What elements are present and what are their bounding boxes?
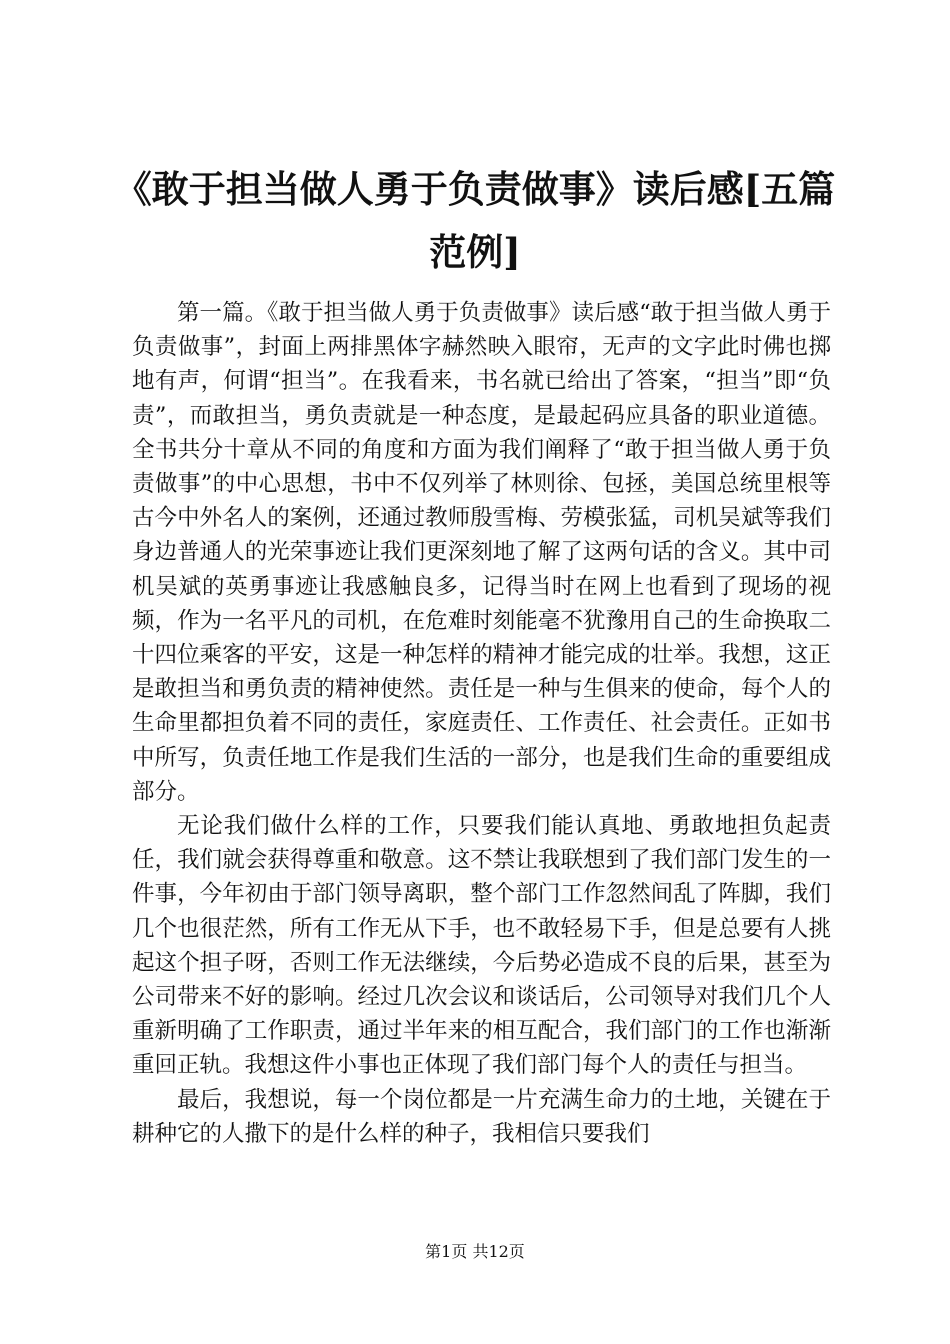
paragraph-3: 最后，我想说，每一个岗位都是一片充满生命力的土地，关键在于耕种它的人撒下的是什么样的种子，我相信只要我们 [132,1086,831,1147]
paragraph-2: 无论我们做什么样的工作，只要我们能认真地、勇敢地担负起责任，我们就会获得尊重和敬意。这不禁让我联想到了我们部门发生的一件事，今年初由于部门领导离职，整个部门工作忽然间乱了阵脚，我们几个也很茫然，所有工作无从下手，也不敢轻易下手，但是总要有人挑起这个担子呀，否则工作无法继续，今后势必造成不良的后果，甚至为公司带来不好的影响。经过几次会议和谈话后，公司领导对我们几个人重新明确了工作职责，通过半年来的相互配合，我们部门的工作也渐渐重回正轨。我想这件小事也正体现了我们部门每个人的责任与担当。 [132,813,831,1079]
paragraph-1: 第一篇。《敢于担当做人勇于负责做事》读后感“敢于担当做人勇于负责做事”，封面上两排黑体字赫然映入眼帘，无声的文字此时佛也掷地有声，何谓“担当”。在我看来，书名就已给出了答案，“担当”即“负责”，而敢担当，勇负责就是一种态度，是最起码应具备的职业道德。全书共分十章从不同的角度和方面为我们阐释了“敢于担当做人勇于负责做事”的中心思想，书中不仅列举了林则徐、包拯，美国总统里根等古今中外名人的案例，还通过教师殷雪梅、劳模张猛，司机吴斌等我们身边普通人的光荣事迹让我们更深刻地了解了这两句话的含义。其中司机吴斌的英勇事迹让我感触良多，记得当时在网上也看到了现场的视频，作为一名平凡的司机，在危难时刻能毫不犹豫用自己的生命换取二十四位乘客的平安，这是一种怎样的精神才能完成的壮举。我想，这正是敢担当和勇负责的精神使然。责任是一种与生俱来的使命，每个人的生命里都担负着不同的责任，家庭责任、工作责任、社会责任。正如书中所写，负责任地工作是我们生活的一部分，也是我们生命的重要组成部分。 [132,300,831,805]
document-title: 《敢于担当做人勇于负责做事》读后感[五篇范例] [114,167,836,274]
page-footer: 第1页 共12页 [425,1242,525,1261]
document-body [132,296,831,1151]
